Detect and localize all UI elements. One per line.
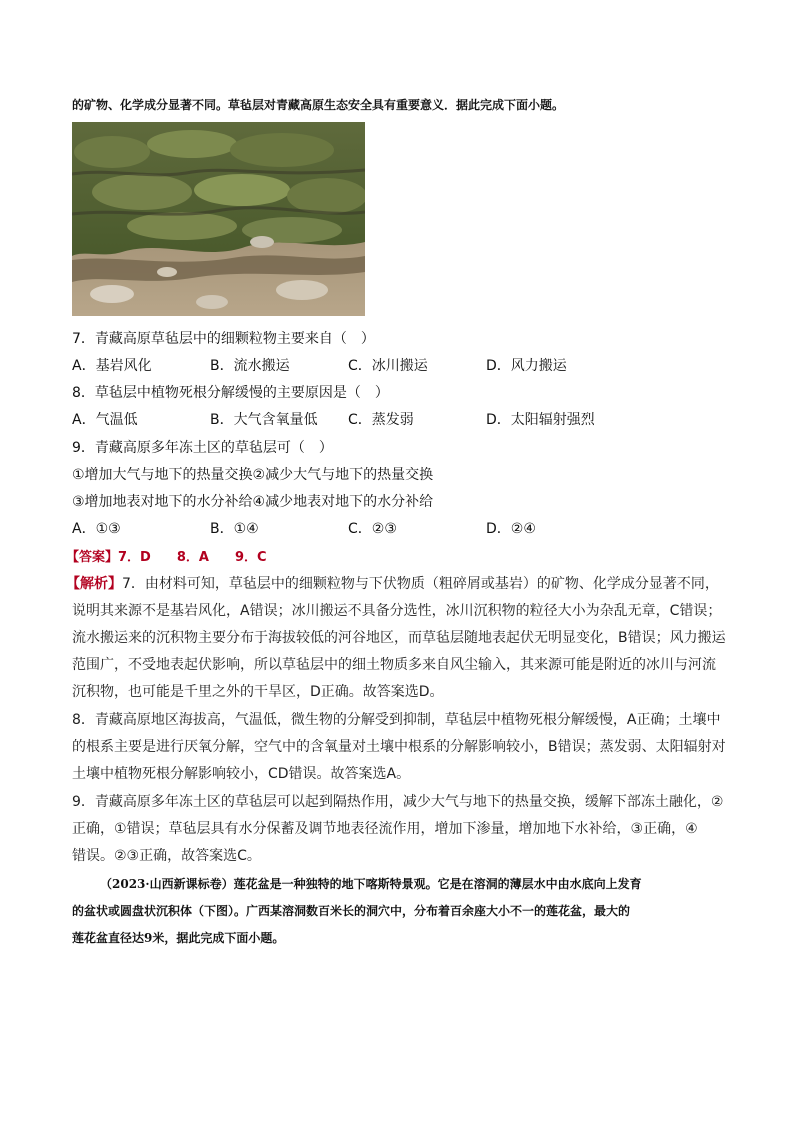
analysis-9-line-1: 9．青藏高原多年冻土区的草毡层可以起到隔热作用，减少大气与地下的热量交换，缓解下部冻土融化，② xyxy=(72,794,724,810)
question-9-statements-1: ①增加大气与地下的热量交换②减少大气与地下的热量交换 xyxy=(72,467,434,483)
analysis-7-line-2: 说明其来源不是基岩风化，A错误；冰川搬运不具备分选性，冰川沉积物的粒径大小为杂乱无章，C错误； xyxy=(72,603,722,619)
analysis-8-line-1: 8．青藏高原地区海拔高，气温低，微生物的分解受到抑制，草毡层中植物死根分解缓慢，A正确；土壤中 xyxy=(72,712,721,728)
analysis-8-line-2: 的根系主要是进行厌氧分解，空气中的含氧量对土壤中根系的分解影响较小，B错误；蒸发弱、太阳辐射对 xyxy=(72,739,726,755)
analysis-8-line-3: 土壤中植物死根分解影响较小，CD错误。故答案选A。 xyxy=(72,766,411,782)
analysis-7-line-1: 【解析】7．由材料可知，草毡层中的细颗粒物与下伏物质（粗碎屑或基岩）的矿物、化学成分显著不同， xyxy=(66,576,719,592)
question-8-option-b: B．大气含氧量低 xyxy=(210,412,318,428)
question-8-option-a: A．气温低 xyxy=(72,412,138,428)
meadow-turf-photo xyxy=(72,122,365,316)
question-9-option-b: B．①④ xyxy=(210,521,259,537)
answer-line: 【答案】7．D 8．A 9．C xyxy=(66,550,267,565)
question-7-option-b: B．流水搬运 xyxy=(210,358,290,374)
analysis-7-line-3: 流水搬运来的沉积物主要分布于海拔较低的河谷地区，而草毡层随地表起伏无明显变化，B错误；风力搬运 xyxy=(72,630,726,646)
next-intro-line-1: （2023·山西新课标卷）莲花盆是一种独特的地下喀斯特景观。它是在溶洞的薄层水中由水底向上发育 xyxy=(100,877,642,891)
question-8-stem: 8．草毡层中植物死根分解缓慢的主要原因是（ ） xyxy=(72,385,389,401)
question-9-option-c: C．②③ xyxy=(348,521,397,537)
analysis-9-line-3: 错误。②③正确，故答案选C。 xyxy=(72,848,261,864)
question-8-option-d: D．太阳辐射强烈 xyxy=(486,412,595,428)
question-9-option-a: A．①③ xyxy=(72,521,121,537)
analysis-7-line-4: 范围广，不受地表起伏影响，所以草毡层中的细土物质多来自风尘输入，其来源可能是附近的冰川与河流 xyxy=(72,657,716,673)
intro-text: 的矿物、化学成分显著不同。草毡层对青藏高原生态安全具有重要意义．据此完成下面小题。 xyxy=(72,98,565,112)
question-8-option-c: C．蒸发弱 xyxy=(348,412,414,428)
analysis-9-line-2: 正确，①错误；草毡层具有水分保蓄及调节地表径流作用，增加下渗量，增加地下水补给，③正确，④ xyxy=(72,821,698,837)
question-7-option-d: D．风力搬运 xyxy=(486,358,567,374)
meadow-turf-image xyxy=(72,122,365,316)
analysis-tag: 【解析】 xyxy=(66,576,122,592)
question-9-statements-2: ③增加地表对地下的水分补给④减少地表对地下的水分补给 xyxy=(72,494,434,510)
question-9-option-d: D．②④ xyxy=(486,521,536,537)
next-intro-line-2: 的盆状或圆盘状沉积体（下图）。广西某溶洞数百米长的洞穴中，分布着百余座大小不一的莲花盆，最大的 xyxy=(72,904,631,918)
question-7-option-a: A．基岩风化 xyxy=(72,358,152,374)
question-9-stem: 9．青藏高原多年冻土区的草毡层可（ ） xyxy=(72,440,333,456)
next-intro-line-3: 莲花盆直径达9米，据此完成下面小题。 xyxy=(72,931,285,945)
analysis-7-line-5: 沉积物，也可能是千里之外的干旱区，D正确。故答案选D。 xyxy=(72,684,444,700)
question-7-stem: 7．青藏高原草毡层中的细颗粒物主要来自（ ） xyxy=(72,331,375,347)
question-7-option-c: C．冰川搬运 xyxy=(348,358,428,374)
